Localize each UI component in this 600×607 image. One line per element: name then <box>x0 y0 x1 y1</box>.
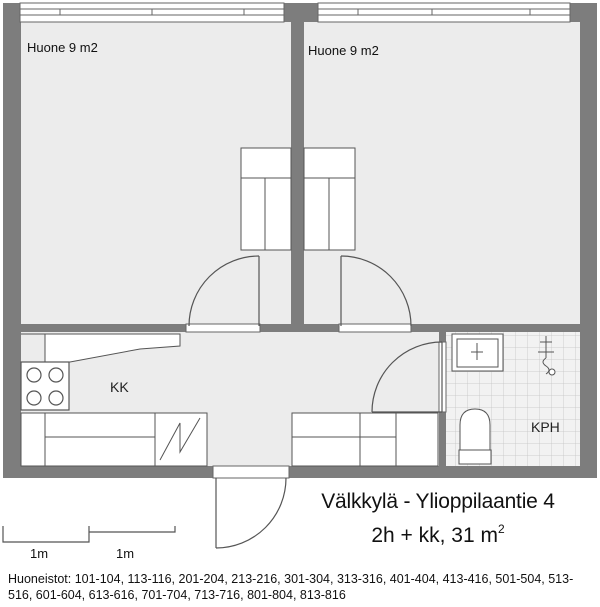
scale-label-2: 1m <box>116 546 135 561</box>
toilet-icon <box>459 409 491 464</box>
wardrobe-left <box>241 148 291 250</box>
kitchen-counter-bottom <box>21 413 155 466</box>
door-entrance <box>216 478 286 548</box>
apartment-numbers: Huoneistot: 101-104, 113-116, 201-204, 213-216, 301-304, 313-316, 401-404, 413-416, 501-504, 513-516, 601-604, 613-616, 701-704, 713-716, 801-804, 813-816 <box>8 572 574 602</box>
room-right-label: Huone 9 m2 <box>308 43 379 58</box>
room-left-label: Huone 9 m2 <box>27 40 98 55</box>
area-exponent: 2 <box>497 522 505 536</box>
layout-prefix: 2h + kk, 31 m <box>371 524 498 547</box>
sink-icon <box>452 334 503 371</box>
stove-icon <box>21 362 69 410</box>
bathroom-label: KPH <box>531 419 560 435</box>
fridge-icon <box>155 413 207 466</box>
apartment-type-area <box>288 522 588 548</box>
window-left <box>20 3 284 22</box>
scale-bar <box>3 526 175 542</box>
window-right <box>318 3 570 22</box>
wardrobe-right <box>304 148 355 250</box>
address-title: Välkkylä - Ylioppilaantie 4 <box>321 490 555 513</box>
scale-label-1: 1m <box>30 546 49 561</box>
hall-storage <box>292 413 438 466</box>
kitchen-label: KK <box>110 379 129 395</box>
